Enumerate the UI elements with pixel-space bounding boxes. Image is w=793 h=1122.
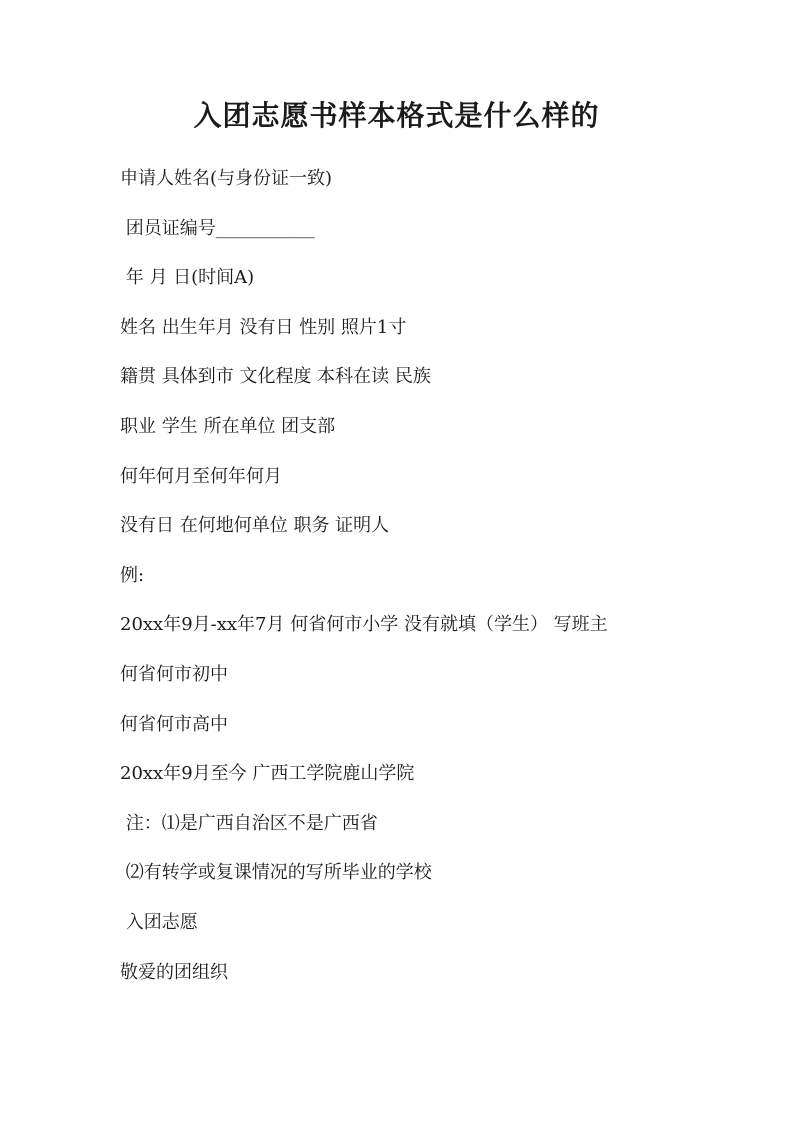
line-example-junior: 何省何市初中 bbox=[120, 663, 228, 685]
line-date: 年 月 日(时间A) bbox=[120, 267, 255, 289]
line-example-label: 例: bbox=[120, 564, 145, 586]
line-salutation: 敬爱的团组织 bbox=[120, 961, 228, 983]
line-native-place: 籍贯 具体到市 文化程度 本科在读 民族 bbox=[120, 366, 431, 388]
line-example-primary: 20xx年9月-xx年7月 何省何市小学 没有就填（学生） 写班主 bbox=[120, 614, 608, 636]
line-note-1: 注：⑴是广西自治区不是广西省 bbox=[120, 812, 378, 834]
line-member-id: 团员证编号___________ bbox=[120, 217, 315, 239]
line-applicant-name: 申请人姓名(与身份证一致) bbox=[120, 168, 333, 189]
line-period-columns: 没有日 在何地何单位 职务 证明人 bbox=[120, 515, 390, 537]
document-body bbox=[120, 163, 720, 1006]
line-section-heading: 入团志愿 bbox=[120, 911, 198, 933]
line-example-senior: 何省何市高中 bbox=[120, 713, 228, 735]
line-occupation: 职业 学生 所在单位 团支部 bbox=[120, 415, 336, 437]
line-note-2: ⑵有转学或复课情况的写所毕业的学校 bbox=[120, 862, 432, 884]
line-example-college: 20xx年9月至今 广西工学院鹿山学院 bbox=[120, 763, 415, 785]
document-title: 入团志愿书样本格式是什么样的 bbox=[193, 99, 600, 132]
line-period-heading: 何年何月至何年何月 bbox=[120, 465, 282, 487]
line-name-birth: 姓名 出生年月 没有日 性别 照片1寸 bbox=[120, 316, 407, 338]
